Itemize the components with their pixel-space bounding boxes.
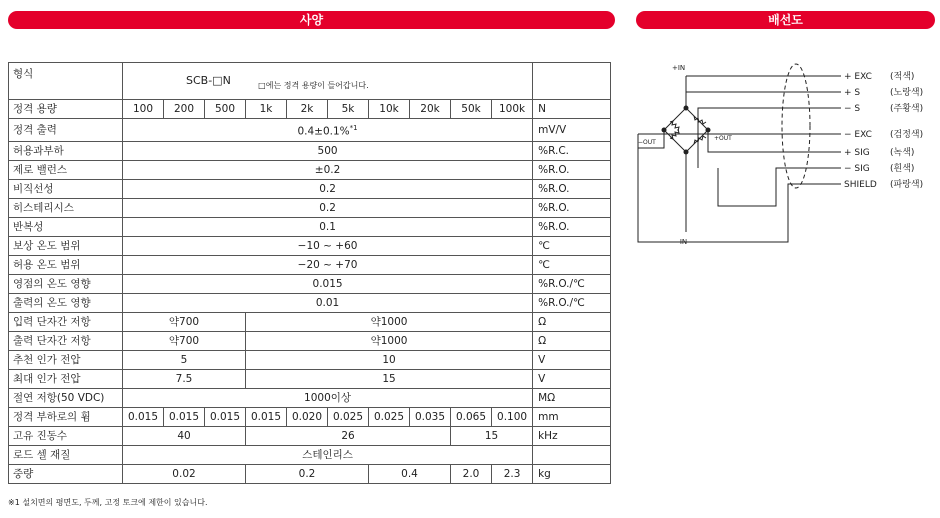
deflection-cell: 0.065 bbox=[451, 407, 492, 426]
row-rated-output bbox=[9, 119, 611, 142]
deflection-cell: 0.025 bbox=[369, 407, 410, 426]
deflection-cell: 0.035 bbox=[410, 407, 451, 426]
row-unit: %R.O. bbox=[533, 217, 611, 236]
capacity-cell: 5k bbox=[328, 100, 369, 119]
bridge-node bbox=[706, 128, 711, 133]
row-unit: ℃ bbox=[533, 236, 611, 255]
bridge-node bbox=[662, 128, 667, 133]
row-insulation bbox=[9, 388, 611, 407]
row-label: 고유 진동수 bbox=[9, 426, 123, 445]
row-value: 1000이상 bbox=[123, 388, 533, 407]
capacity-cell: 50k bbox=[451, 100, 492, 119]
row-label: 추천 인가 전압 bbox=[9, 350, 123, 369]
wiring-header: 배선도 bbox=[636, 11, 935, 29]
row-value: 0.2 bbox=[123, 179, 533, 198]
row-value: 0.01 bbox=[123, 293, 533, 312]
row-value bbox=[123, 119, 533, 142]
row-value: 26 bbox=[246, 426, 451, 445]
capacity-cell: 200 bbox=[164, 100, 205, 119]
wire-color: (노랑색) bbox=[890, 88, 924, 98]
row-label: 절연 저항(50 VDC) bbox=[9, 388, 123, 407]
row-label: 허용과부하 bbox=[9, 141, 123, 160]
row-label: 허용 온도 범위 bbox=[9, 255, 123, 274]
row-unit: mm bbox=[533, 407, 611, 426]
bridge-node bbox=[684, 150, 689, 155]
row-zero-balance bbox=[9, 160, 611, 179]
spec-header: 사양 bbox=[8, 11, 615, 29]
wire-s-minus bbox=[686, 108, 841, 168]
row-zero-temp bbox=[9, 274, 611, 293]
row-unit: ℃ bbox=[533, 255, 611, 274]
row-unit: %R.O. bbox=[533, 160, 611, 179]
row-value: −20 ~ +70 bbox=[123, 255, 533, 274]
row-unit: V bbox=[533, 369, 611, 388]
wire-name: + EXC bbox=[844, 72, 872, 82]
row-repeatability bbox=[9, 217, 611, 236]
row-unit: kHz bbox=[533, 426, 611, 445]
rated-output-value: 0.4±0.1% bbox=[297, 125, 350, 138]
row-weight bbox=[9, 464, 611, 483]
row-max-voltage bbox=[9, 369, 611, 388]
type-value: SCB-□N bbox=[186, 73, 231, 87]
deflection-cell: 0.100 bbox=[492, 407, 533, 426]
row-unit: MΩ bbox=[533, 388, 611, 407]
row-label: 정격 출력 bbox=[9, 119, 123, 142]
row-allow-temp bbox=[9, 255, 611, 274]
label-type: 형식 bbox=[9, 63, 123, 100]
row-value: 약700 bbox=[123, 331, 246, 350]
row-value: ±0.2 bbox=[123, 160, 533, 179]
row-label: 출력의 온도 영향 bbox=[9, 293, 123, 312]
wire-color: (적색) bbox=[890, 72, 915, 82]
row-capacity bbox=[9, 100, 611, 119]
capacity-cell: 100 bbox=[123, 100, 164, 119]
wire-color: (주황색) bbox=[890, 104, 924, 114]
row-label: 정격 부하로의 휨 bbox=[9, 407, 123, 426]
deflection-cell: 0.015 bbox=[205, 407, 246, 426]
wire-name: + SIG bbox=[844, 148, 870, 158]
row-label: 영점의 온도 영향 bbox=[9, 274, 123, 293]
capacity-cell: 1k bbox=[246, 100, 287, 119]
row-value: 0.2 bbox=[246, 464, 369, 483]
row-value: 0.4 bbox=[369, 464, 451, 483]
row-label: 히스테리시스 bbox=[9, 198, 123, 217]
row-label: 보상 온도 범위 bbox=[9, 236, 123, 255]
type-note: □에는 정격 용량이 들어갑니다. bbox=[258, 80, 369, 90]
row-unit: Ω bbox=[533, 331, 611, 350]
label-in-plus: +IN bbox=[672, 64, 686, 72]
row-value: 15 bbox=[246, 369, 533, 388]
row-value: −10 ~ +60 bbox=[123, 236, 533, 255]
row-value: 40 bbox=[123, 426, 246, 445]
deflection-cell: 0.020 bbox=[287, 407, 328, 426]
row-value: 약700 bbox=[123, 312, 246, 331]
row-unit: %R.O. bbox=[533, 198, 611, 217]
label-in-minus: −IN bbox=[674, 238, 688, 246]
row-label: 입력 단자간 저항 bbox=[9, 312, 123, 331]
row-unit: %R.O./℃ bbox=[533, 293, 611, 312]
wire-color: (검정색) bbox=[890, 130, 924, 140]
row-comp-temp bbox=[9, 236, 611, 255]
row-overload bbox=[9, 141, 611, 160]
row-value: 7.5 bbox=[123, 369, 246, 388]
row-value: 5 bbox=[123, 350, 246, 369]
cable-sheath bbox=[782, 64, 810, 188]
type-cell bbox=[123, 63, 533, 100]
row-value: 2.0 bbox=[451, 464, 492, 483]
row-value: 2.3 bbox=[492, 464, 533, 483]
capacity-cell: 2k bbox=[287, 100, 328, 119]
label-out-minus: −OUT bbox=[638, 139, 656, 146]
capacity-cell: 500 bbox=[205, 100, 246, 119]
row-type bbox=[9, 63, 611, 100]
row-value: 0.015 bbox=[123, 274, 533, 293]
row-unit: kg bbox=[533, 464, 611, 483]
row-rec-voltage bbox=[9, 350, 611, 369]
spec-table bbox=[8, 62, 611, 484]
capacity-cell: 10k bbox=[369, 100, 410, 119]
deflection-cell: 0.015 bbox=[164, 407, 205, 426]
row-frequency bbox=[9, 426, 611, 445]
label-out-plus: +OUT bbox=[714, 135, 732, 142]
row-value: 스테인리스 bbox=[123, 445, 533, 464]
wire-sig-minus bbox=[718, 168, 841, 206]
row-hysteresis bbox=[9, 198, 611, 217]
row-label: 제로 밸런스 bbox=[9, 160, 123, 179]
row-nonlinearity bbox=[9, 179, 611, 198]
frame-line bbox=[638, 134, 788, 242]
wire-color: (흰색) bbox=[890, 164, 915, 174]
deflection-cell: 0.015 bbox=[123, 407, 164, 426]
wiring-diagram bbox=[636, 56, 936, 256]
wire-name: − SIG bbox=[844, 164, 870, 174]
row-unit: V bbox=[533, 350, 611, 369]
row-deflection bbox=[9, 407, 611, 426]
row-unit: %R.C. bbox=[533, 141, 611, 160]
row-value: 10 bbox=[246, 350, 533, 369]
footnote-mark: *1 bbox=[349, 124, 358, 132]
wire-color: (파랑색) bbox=[890, 180, 924, 190]
label-capacity: 정격 용량 bbox=[9, 100, 123, 119]
row-value: 약1000 bbox=[246, 331, 533, 350]
row-value: 0.1 bbox=[123, 217, 533, 236]
row-material bbox=[9, 445, 611, 464]
deflection-cell: 0.015 bbox=[246, 407, 287, 426]
row-unit: %R.O. bbox=[533, 179, 611, 198]
wire-color: (녹색) bbox=[890, 148, 915, 158]
wire-name: − S bbox=[844, 104, 861, 114]
capacity-cell: 20k bbox=[410, 100, 451, 119]
unit-type bbox=[533, 63, 611, 100]
row-label: 비직선성 bbox=[9, 179, 123, 198]
row-input-res bbox=[9, 312, 611, 331]
wire-name: SHIELD bbox=[844, 180, 877, 190]
row-value: 약1000 bbox=[246, 312, 533, 331]
row-output-res bbox=[9, 331, 611, 350]
row-value: 15 bbox=[451, 426, 533, 445]
wire-name: − EXC bbox=[844, 130, 872, 140]
row-unit: %R.O./℃ bbox=[533, 274, 611, 293]
row-unit bbox=[533, 445, 611, 464]
bridge-node bbox=[684, 106, 689, 111]
row-label: 로드 셀 재질 bbox=[9, 445, 123, 464]
row-unit: mV/V bbox=[533, 119, 611, 142]
capacity-cell: 100k bbox=[492, 100, 533, 119]
row-value: 0.2 bbox=[123, 198, 533, 217]
unit-capacity: N bbox=[533, 100, 611, 119]
footnote: ※1 설치면의 평면도, 두께, 고정 토크에 제한이 있습니다. bbox=[8, 498, 208, 507]
row-value: 0.02 bbox=[123, 464, 246, 483]
row-label: 출력 단자간 저항 bbox=[9, 331, 123, 350]
deflection-cell: 0.025 bbox=[328, 407, 369, 426]
row-label: 중량 bbox=[9, 464, 123, 483]
wire-name: + S bbox=[844, 88, 861, 98]
row-label: 최대 인가 전압 bbox=[9, 369, 123, 388]
row-output-temp bbox=[9, 293, 611, 312]
row-unit: Ω bbox=[533, 312, 611, 331]
row-value: 500 bbox=[123, 141, 533, 160]
row-label: 반복성 bbox=[9, 217, 123, 236]
